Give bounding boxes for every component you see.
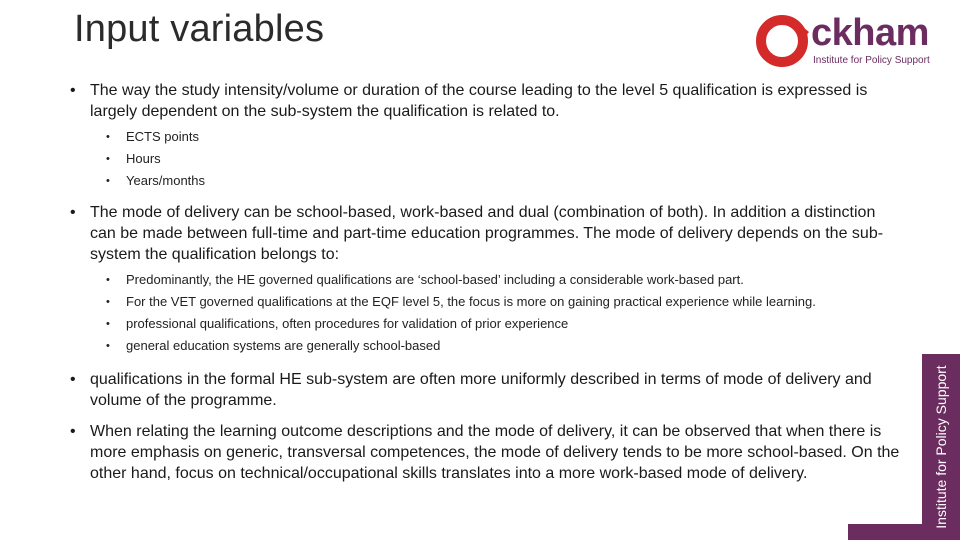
bullet-dot-icon: • — [106, 340, 110, 352]
sub-bullet-text: ECTS points — [126, 129, 199, 144]
bullet — [70, 369, 900, 411]
sub-bullet — [106, 315, 900, 333]
ockham-logo — [753, 10, 938, 72]
slide-title: Input variables — [74, 8, 325, 50]
sub-bullet-text: Hours — [126, 151, 161, 166]
sub-bullet — [106, 150, 900, 168]
logo-subtitle: Institute for Policy Support — [813, 55, 930, 66]
sub-bullet — [106, 172, 900, 190]
bullet-dot-icon: • — [106, 175, 110, 187]
sub-bullet-text: general education systems are generally school-based — [126, 338, 441, 353]
sub-bullet-text: Years/months — [126, 173, 206, 188]
bullet — [70, 80, 900, 122]
sidebar-text: Institute for Policy Support — [933, 365, 949, 529]
sub-bullet-text: For the VET governed qualifications at the EQF level 5, the focus is more on gaining practical experience while learning. — [126, 294, 816, 309]
logo-ring-icon — [753, 12, 811, 70]
sub-bullet — [106, 271, 900, 289]
bullet-dot-icon: • — [106, 153, 110, 165]
logo-word: ckham — [811, 12, 929, 54]
bullet-text: qualifications in the formal HE sub-system are often more uniformly described in terms of mode of delivery and volume of the programme. — [90, 371, 872, 409]
bullet-dot-icon: • — [106, 296, 110, 308]
corner-bar — [848, 524, 922, 540]
bullet-dot-icon: • — [106, 274, 110, 286]
bullet-text: The way the study intensity/volume or duration of the course leading to the level 5 qualification is expressed is largely dependent on the sub-system the qualification is related to. — [90, 82, 868, 120]
sub-bullet — [106, 337, 900, 355]
bullet-text: The mode of delivery can be school-based, work-based and dual (combination of both). In addition a distinction can be made between full-time and part-time education programmes. The mode of delivery depends on the sub-system the qualification belongs to: — [90, 204, 884, 263]
bullet-dot-icon: • — [70, 82, 76, 99]
bullet-dot-icon: • — [70, 423, 76, 440]
bullet-dot-icon: • — [106, 131, 110, 143]
bullet-dot-icon: • — [106, 318, 110, 330]
bullet-dot-icon: • — [70, 204, 76, 221]
bullet-text: When relating the learning outcome descriptions and the mode of delivery, it can be observed that when there is more emphasis on generic, transversal competences, the mode of delivery tends to be more school-based. On the other hand, focus on technical/occupational skills translates into a more work-based mode of delivery. — [90, 423, 900, 482]
bullet — [70, 202, 900, 265]
sub-bullet-text: Predominantly, the HE governed qualifications are ‘school-based’ including a considerable work-based part. — [126, 272, 744, 287]
sidebar-banner — [922, 354, 960, 540]
sub-bullet-text: professional qualifications, often procedures for validation of prior experience — [126, 316, 569, 331]
slide-body — [70, 80, 900, 484]
sub-bullet — [106, 293, 900, 311]
bullet — [70, 421, 900, 484]
sub-bullet — [106, 128, 900, 146]
bullet-dot-icon: • — [70, 371, 76, 388]
